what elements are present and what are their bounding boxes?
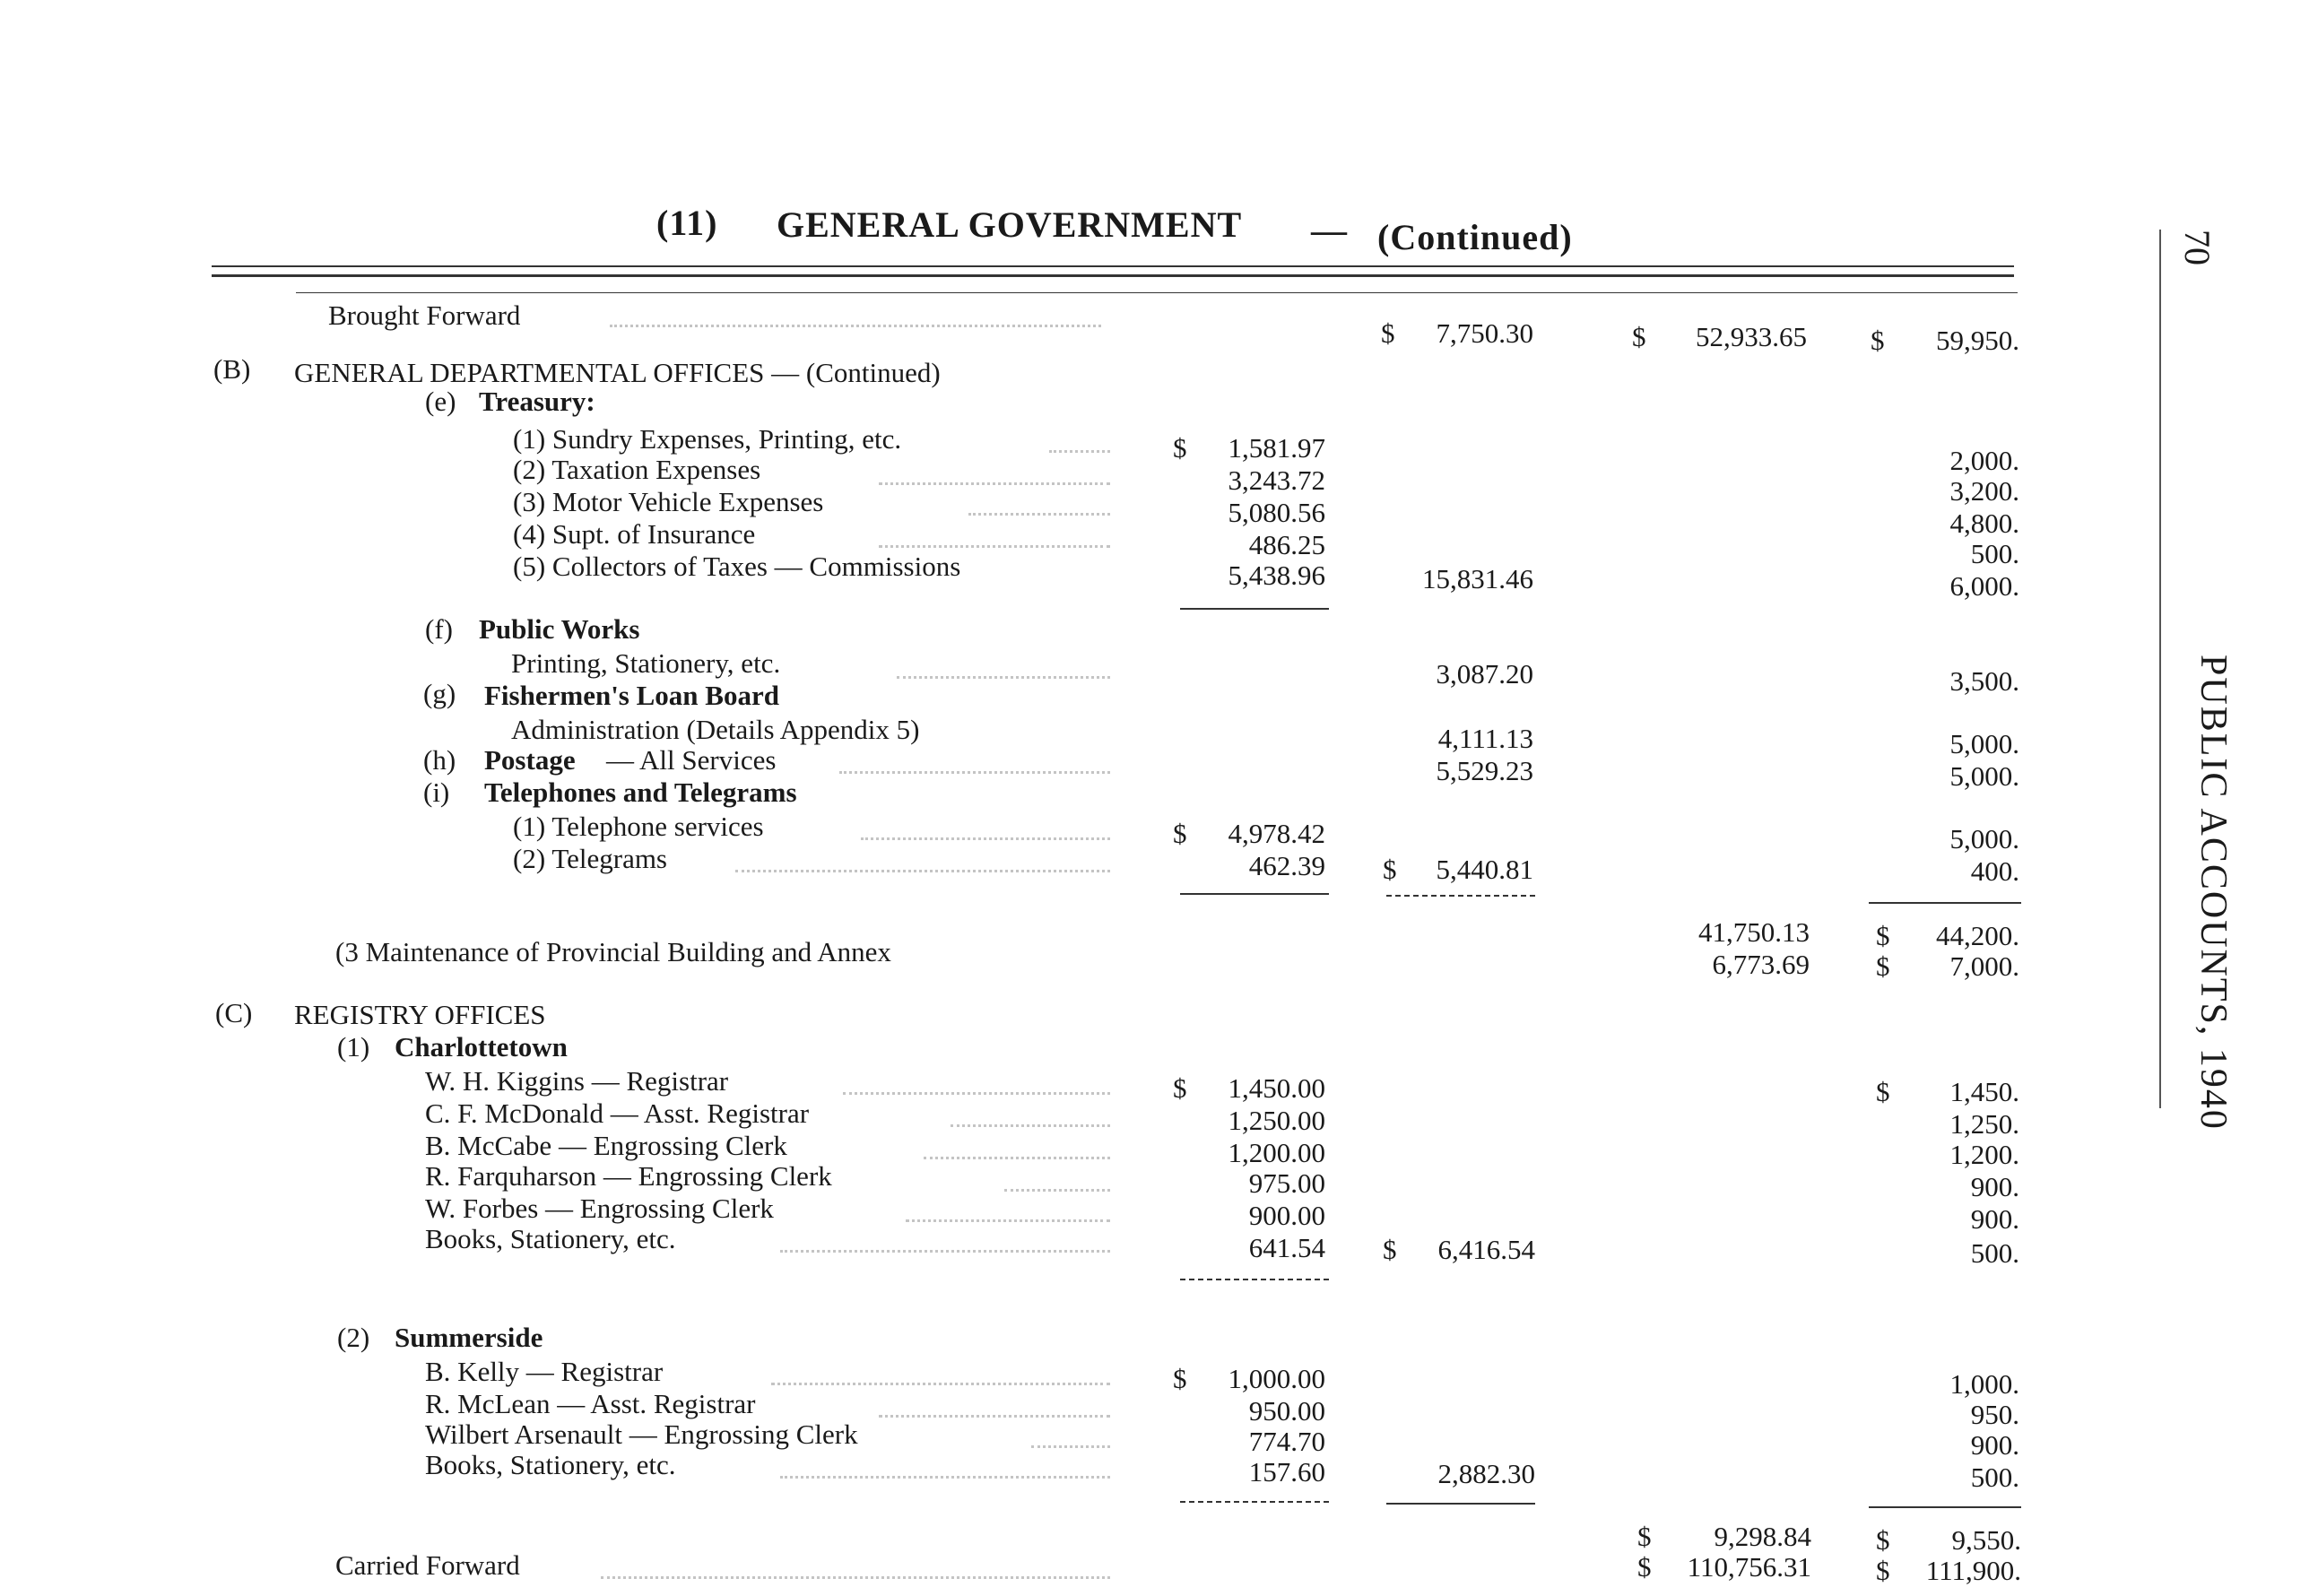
treasury-item-estimate: 6,000.: [1949, 570, 2019, 602]
title-continued: (Continued): [1377, 217, 1573, 257]
fishermen-item: Administration (Details Appendix 5): [511, 714, 920, 745]
carried-forward-label: Carried Forward: [335, 1549, 520, 1581]
summerside-col1-dollar: $: [1173, 1363, 1187, 1394]
leader-dots: [879, 545, 1110, 548]
public-works-code: (f): [425, 613, 453, 645]
section-c-total-est-dollar: $: [1876, 1524, 1890, 1556]
page-number: 70: [2177, 230, 2218, 265]
telephones-subtotal: 5,440.81: [1436, 854, 1533, 885]
section-b-title: GENERAL DEPARTMENTAL OFFICES — (Continued): [294, 357, 941, 388]
summerside-item-estimate: 500.: [1970, 1462, 2019, 1493]
section-b-total-est-dollar: $: [1876, 920, 1890, 951]
header-rule-top: [212, 265, 2014, 267]
treasury-item-amount: 1,581.97: [1228, 432, 1325, 464]
margin-line: [2159, 230, 2161, 1108]
telephones-item-amount: 4,978.42: [1228, 818, 1325, 849]
summerside-item-amount: 157.60: [1248, 1456, 1325, 1488]
treasury-subtotal: 15,831.46: [1422, 563, 1533, 594]
leader-dots: [601, 1576, 1110, 1579]
carried-forward-total: 110,756.31: [1687, 1551, 1811, 1583]
leader-dots: [735, 870, 1110, 872]
treasury-item-label: (4) Supt. of Insurance: [513, 518, 756, 550]
summerside-item-estimate: 900.: [1970, 1429, 2019, 1461]
telephones-col1-dollar: $: [1173, 818, 1187, 849]
running-title: PUBLIC ACCOUNTS, 1940: [2192, 655, 2234, 1131]
leader-dots: [861, 837, 1110, 840]
charlottetown-subtotal: 6,416.54: [1437, 1234, 1535, 1265]
telephones-subtotal-dollar: $: [1383, 854, 1397, 885]
summerside-item-estimate: 950.: [1970, 1399, 2019, 1430]
subtotal-rule: [1386, 895, 1535, 897]
subtotal-rule: [1180, 1279, 1329, 1280]
section-b-code: (B): [213, 353, 251, 385]
charlottetown-subtotal-dollar: $: [1383, 1234, 1397, 1265]
page-title: GENERAL GOVERNMENT: [777, 204, 1243, 245]
maintenance-label: (3 Maintenance of Provincial Building and Annex: [335, 936, 891, 967]
charlottetown-item-label: R. Farquharson — Engrossing Clerk: [425, 1160, 832, 1192]
postage-code: (h): [423, 744, 456, 776]
treasury-item-label: (1) Sundry Expenses, Printing, etc.: [513, 423, 902, 455]
brought-forward-label: Brought Forward: [328, 299, 521, 331]
title-dash: —: [1311, 210, 1348, 250]
charlottetown-item-estimate: 900.: [1970, 1203, 2019, 1235]
section-c-total: 9,298.84: [1714, 1521, 1811, 1552]
fishermen-code: (g): [423, 678, 456, 709]
charlottetown-item-estimate: 1,450.: [1949, 1076, 2019, 1107]
carried-forward-est-dollar: $: [1876, 1555, 1890, 1586]
estimate-rule: [1869, 902, 2021, 904]
section-b-total-est: 44,200.: [1936, 920, 2019, 951]
public-works-item: Printing, Stationery, etc.: [511, 647, 781, 679]
section-c-title: REGISTRY OFFICES: [294, 999, 546, 1030]
brought-forward-col3-dollar: $: [1632, 321, 1646, 352]
treasury-title: Treasury:: [479, 386, 595, 417]
charlottetown-title: Charlottetown: [395, 1031, 568, 1063]
estimate-rule: [1869, 1506, 2021, 1508]
treasury-item-estimate: 4,800.: [1949, 507, 2019, 539]
charlottetown-item-estimate: 1,250.: [1949, 1108, 2019, 1140]
public-works-title: Public Works: [479, 613, 640, 645]
charlottetown-item-amount: 641.54: [1248, 1232, 1325, 1263]
telephones-item-label: (2) Telegrams: [513, 843, 667, 874]
summerside-item-label: B. Kelly — Registrar: [425, 1356, 664, 1387]
leader-dots: [897, 676, 1110, 679]
summerside-code: (2): [337, 1322, 370, 1353]
subtotal-rule: [1180, 608, 1329, 610]
treasury-item-estimate: 3,200.: [1949, 475, 2019, 507]
leader-dots: [1031, 1445, 1110, 1448]
treasury-col1-dollar: $: [1173, 432, 1187, 464]
leader-dots: [924, 1157, 1110, 1159]
leader-dots: [843, 1092, 1110, 1095]
fishermen-amount: 4,111.13: [1437, 723, 1533, 754]
summerside-item-label: Wilbert Arsenault — Engrossing Clerk: [425, 1418, 858, 1450]
leader-dots: [1004, 1189, 1110, 1192]
leader-dots: [879, 1415, 1110, 1418]
treasury-item-amount: 5,080.56: [1228, 497, 1325, 528]
header-rule-under: [296, 292, 2018, 293]
telephones-item-amount: 462.39: [1248, 850, 1325, 881]
charlottetown-item-estimate: 1,200.: [1949, 1139, 2019, 1170]
charlottetown-item-label: B. McCabe — Engrossing Clerk: [425, 1130, 787, 1161]
treasury-code: (e): [425, 386, 456, 417]
treasury-item-label: (5) Collectors of Taxes — Commissions: [513, 551, 961, 582]
telephones-item-estimate: 400.: [1970, 855, 2019, 887]
public-works-estimate: 3,500.: [1949, 665, 2019, 697]
summerside-item-label: R. McLean — Asst. Registrar: [425, 1388, 756, 1419]
subtotal-rule: [1386, 1503, 1535, 1505]
leader-dots: [879, 482, 1110, 485]
section-c-total-est: 9,550.: [1951, 1524, 2021, 1556]
summerside-item-amount: 1,000.00: [1228, 1363, 1325, 1394]
fishermen-estimate: 5,000.: [1949, 728, 2019, 759]
charlottetown-item-label: W. Forbes — Engrossing Clerk: [425, 1193, 774, 1224]
leader-dots: [906, 1219, 1110, 1222]
brought-forward-col4-dollar: $: [1871, 325, 1885, 356]
summerside-item-amount: 950.00: [1248, 1395, 1325, 1427]
leader-dots: [771, 1383, 1110, 1385]
leader-dots: [780, 1476, 1110, 1479]
telephones-item-label: (1) Telephone services: [513, 811, 764, 842]
postage-title: Postage: [484, 744, 576, 776]
charlottetown-est-dollar: $: [1876, 1076, 1890, 1107]
charlottetown-item-estimate: 900.: [1970, 1171, 2019, 1202]
treasury-item-estimate: 2,000.: [1949, 445, 2019, 476]
telephones-code: (i): [423, 776, 450, 808]
leader-dots: [1049, 450, 1110, 453]
charlottetown-item-amount: 900.00: [1248, 1200, 1325, 1231]
telephones-title: Telephones and Telegrams: [484, 776, 797, 808]
maintenance-estimate: 7,000.: [1949, 950, 2019, 982]
treasury-item-amount: 3,243.72: [1228, 464, 1325, 496]
charlottetown-item-amount: 1,450.00: [1228, 1072, 1325, 1104]
charlottetown-item-label: Books, Stationery, etc.: [425, 1223, 676, 1254]
charlottetown-item-amount: 1,250.00: [1228, 1105, 1325, 1136]
brought-forward-col2-dollar: $: [1381, 317, 1395, 349]
summerside-item-estimate: 1,000.: [1949, 1368, 2019, 1400]
treasury-item-label: (2) Taxation Expenses: [513, 454, 761, 485]
summerside-subtotal: 2,882.30: [1437, 1458, 1535, 1489]
section-b-total: 41,750.13: [1698, 916, 1810, 948]
treasury-item-estimate: 500.: [1970, 538, 2019, 569]
charlottetown-item-amount: 975.00: [1248, 1167, 1325, 1199]
leader-dots: [839, 771, 1110, 774]
charlottetown-col1-dollar: $: [1173, 1072, 1187, 1104]
brought-forward-col4: 59,950.: [1936, 325, 2019, 356]
charlottetown-item-estimate: 500.: [1970, 1237, 2019, 1269]
postage-estimate: 5,000.: [1949, 760, 2019, 792]
maintenance-amount: 6,773.69: [1712, 949, 1810, 980]
subtotal-rule: [1180, 893, 1329, 895]
brought-forward-col2: 7,750.30: [1436, 317, 1533, 349]
section-c-code: (C): [215, 997, 253, 1028]
leader-dots: [780, 1250, 1110, 1253]
charlottetown-item-label: C. F. McDonald — Asst. Registrar: [425, 1097, 810, 1129]
summerside-title: Summerside: [395, 1322, 543, 1353]
leader-dots: [951, 1124, 1110, 1127]
section-number: (11): [656, 203, 718, 243]
public-works-amount: 3,087.20: [1436, 658, 1533, 690]
treasury-item-amount: 5,438.96: [1228, 559, 1325, 591]
leader-dots: [610, 325, 1101, 327]
header-rule-bottom: [212, 274, 2014, 277]
leader-dots: [968, 513, 1110, 516]
subtotal-rule: [1180, 1501, 1329, 1503]
maintenance-est-dollar: $: [1876, 950, 1890, 982]
treasury-item-amount: 486.25: [1248, 529, 1325, 560]
postage-rest: — All Services: [606, 744, 777, 776]
fishermen-title: Fishermen's Loan Board: [484, 680, 779, 711]
carried-forward-total-est: 111,900.: [1925, 1555, 2021, 1586]
treasury-item-label: (3) Motor Vehicle Expenses: [513, 486, 824, 517]
charlottetown-code: (1): [337, 1031, 370, 1063]
charlottetown-item-amount: 1,200.00: [1228, 1137, 1325, 1168]
telephones-item-estimate: 5,000.: [1949, 823, 2019, 854]
charlottetown-item-label: W. H. Kiggins — Registrar: [425, 1065, 729, 1097]
section-c-total-dollar: $: [1637, 1521, 1652, 1552]
summerside-item-amount: 774.70: [1248, 1426, 1325, 1457]
brought-forward-col3: 52,933.65: [1696, 321, 1807, 352]
postage-amount: 5,529.23: [1436, 755, 1533, 786]
summerside-item-label: Books, Stationery, etc.: [425, 1449, 676, 1480]
carried-forward-dollar: $: [1637, 1551, 1652, 1583]
